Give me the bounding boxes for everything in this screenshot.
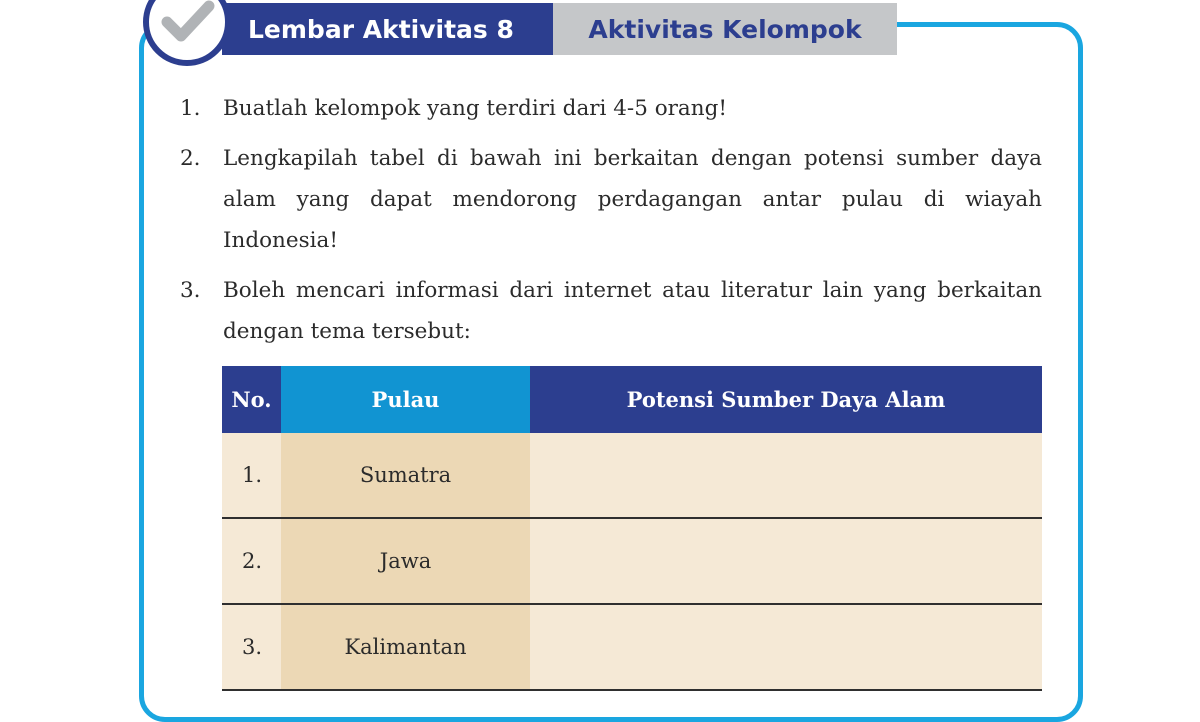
cell-no: 1.	[222, 433, 281, 518]
cell-potensi[interactable]	[530, 433, 1042, 518]
checkmark-icon	[149, 0, 225, 60]
table-row	[222, 518, 1042, 604]
cell-potensi[interactable]	[530, 604, 1042, 690]
table-row	[222, 433, 1042, 518]
check-badge	[143, 0, 231, 66]
cell-no: 2.	[222, 518, 281, 604]
instruction-text: Boleh mencari informasi dari internet atau literatur lain yang berkaitan dengan tema tersebut:	[223, 278, 1042, 344]
instruction-text: Buatlah kelompok yang terdiri dari 4-5 orang!	[223, 96, 728, 121]
table-row	[222, 604, 1042, 690]
instruction-list	[180, 88, 1042, 361]
activity-title-tab: Lembar Aktivitas 8	[222, 3, 553, 55]
cell-pulau: Jawa	[281, 518, 530, 604]
instruction-text: Lengkapilah tabel di bawah ini berkaitan dengan potensi sumber daya alam yang dapat mendorong perdagangan antar pulau di wiayah Indonesia!	[223, 146, 1042, 253]
column-header-no: No.	[222, 366, 281, 433]
cell-pulau: Kalimantan	[281, 604, 530, 690]
instruction-item	[180, 138, 1042, 261]
instruction-item	[180, 270, 1042, 352]
instruction-item	[180, 88, 1042, 129]
cell-pulau: Sumatra	[281, 433, 530, 518]
column-header-potensi: Potensi Sumber Daya Alam	[530, 366, 1042, 433]
resource-table	[222, 366, 1042, 691]
instruction-number: 1.	[180, 96, 201, 121]
activity-type-tab: Aktivitas Kelompok	[553, 3, 897, 55]
instruction-number: 2.	[180, 146, 201, 171]
cell-potensi[interactable]	[530, 518, 1042, 604]
table-header-row	[222, 366, 1042, 433]
column-header-pulau: Pulau	[281, 366, 530, 433]
instruction-number: 3.	[180, 278, 201, 303]
cell-no: 3.	[222, 604, 281, 690]
